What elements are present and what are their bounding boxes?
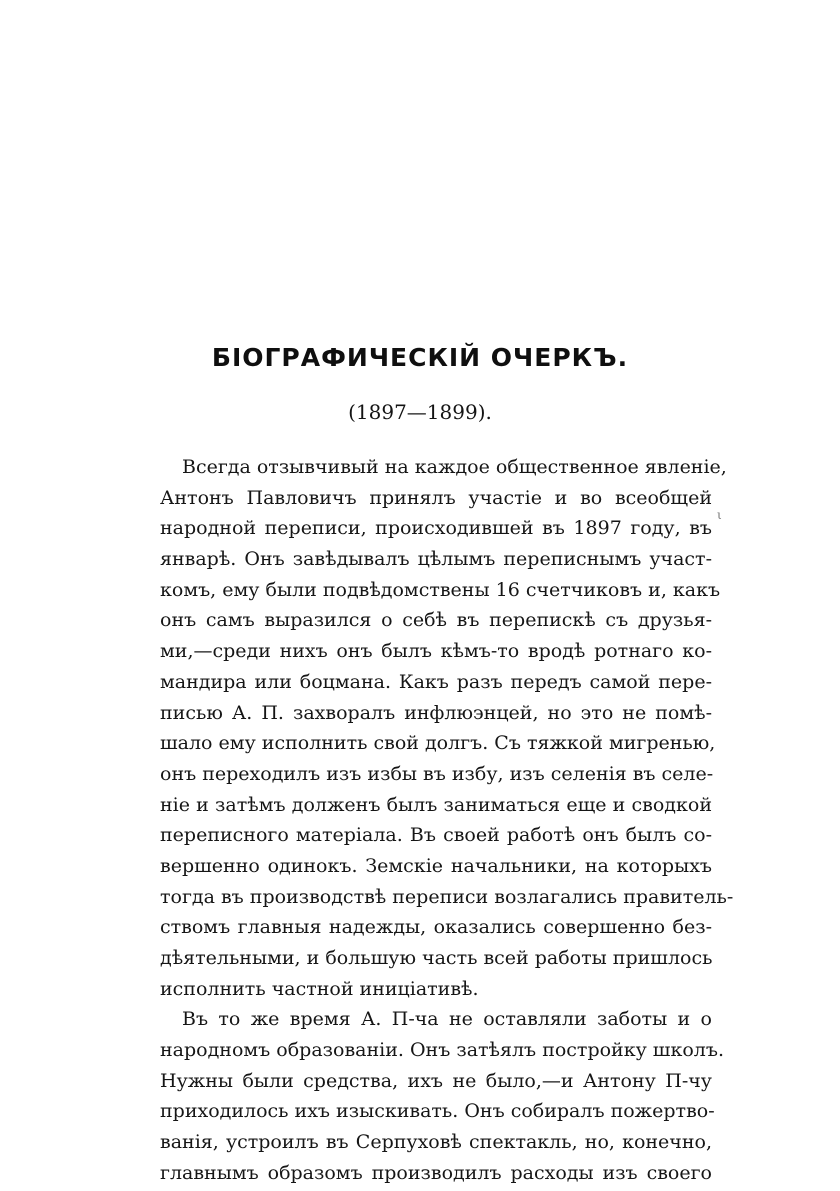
text-line: переписного матеріала. Въ своей работѣ онъ былъ со- xyxy=(160,824,712,847)
text-line: Въ то же время А. П-ча не оставляли заботы и о xyxy=(182,1008,712,1031)
body-text xyxy=(160,452,734,1189)
margin-mark: ι xyxy=(717,508,722,522)
text-line: Антонъ Павловичъ принялъ участіе и во всеобщей xyxy=(160,486,712,509)
text-line: январѣ. Онъ завѣдывалъ цѣлымъ переписнымъ участ- xyxy=(160,548,712,571)
text-line: дѣятельными, и большую часть всей работы пришлось xyxy=(160,947,713,969)
text-line: главнымъ образомъ производилъ расходы изъ своего xyxy=(160,1161,712,1184)
chapter-years: (1897—1899). xyxy=(348,400,492,424)
text-line: исполнить частной иниціативѣ. xyxy=(160,977,479,1000)
text-line: онъ переходилъ изъ избы въ избу, изъ селенія въ селе- xyxy=(160,762,714,785)
text-line: ствомъ главныя надежды, оказались совершенно без- xyxy=(160,916,712,939)
text-line: мандира или боцмана. Какъ разъ передъ самой пере- xyxy=(160,670,712,693)
text-line: ми,—среди нихъ онъ былъ кѣмъ-то вродѣ ротнаго ко- xyxy=(160,640,712,663)
text-line: онъ самъ выразился о себѣ въ перепискѣ съ друзья- xyxy=(160,609,712,632)
text-line: вершенно одинокъ. Земскіе начальники, на которыхъ xyxy=(160,854,712,877)
text-line: Нужны были средства, ихъ не было,—и Антону П-чу xyxy=(160,1069,712,1092)
chapter-title: БІОГРАФИЧЕСКІЙ ОЧЕРКЪ. xyxy=(211,343,629,372)
text-line: ванія, устроилъ въ Серпуховѣ спектакль, но, конечно, xyxy=(160,1131,712,1154)
text-line: ніе и затѣмъ долженъ былъ заниматься еще и сводкой xyxy=(160,793,712,816)
text-line: комъ, ему были подвѣдомствены 16 счетчиковъ и, какъ xyxy=(160,578,721,601)
text-line: приходилось ихъ изыскивать. Онъ собиралъ пожертво- xyxy=(160,1100,715,1123)
text-line: народной переписи, происходившей въ 1897 году, въ xyxy=(160,517,712,540)
text-line: народномъ образованіи. Онъ затѣялъ постройку школъ. xyxy=(160,1039,724,1062)
text-line: шало ему исполнить свой долгъ. Съ тяжкой мигренью, xyxy=(160,732,716,755)
text-line: тогда въ производствѣ переписи возлагались правитель- xyxy=(160,885,734,908)
text-line: писью А. П. захворалъ инфлюэнцей, но это не помѣ- xyxy=(160,701,712,724)
text-line: Всегда отзывчивый на каждое общественное явленіе, xyxy=(182,456,727,478)
